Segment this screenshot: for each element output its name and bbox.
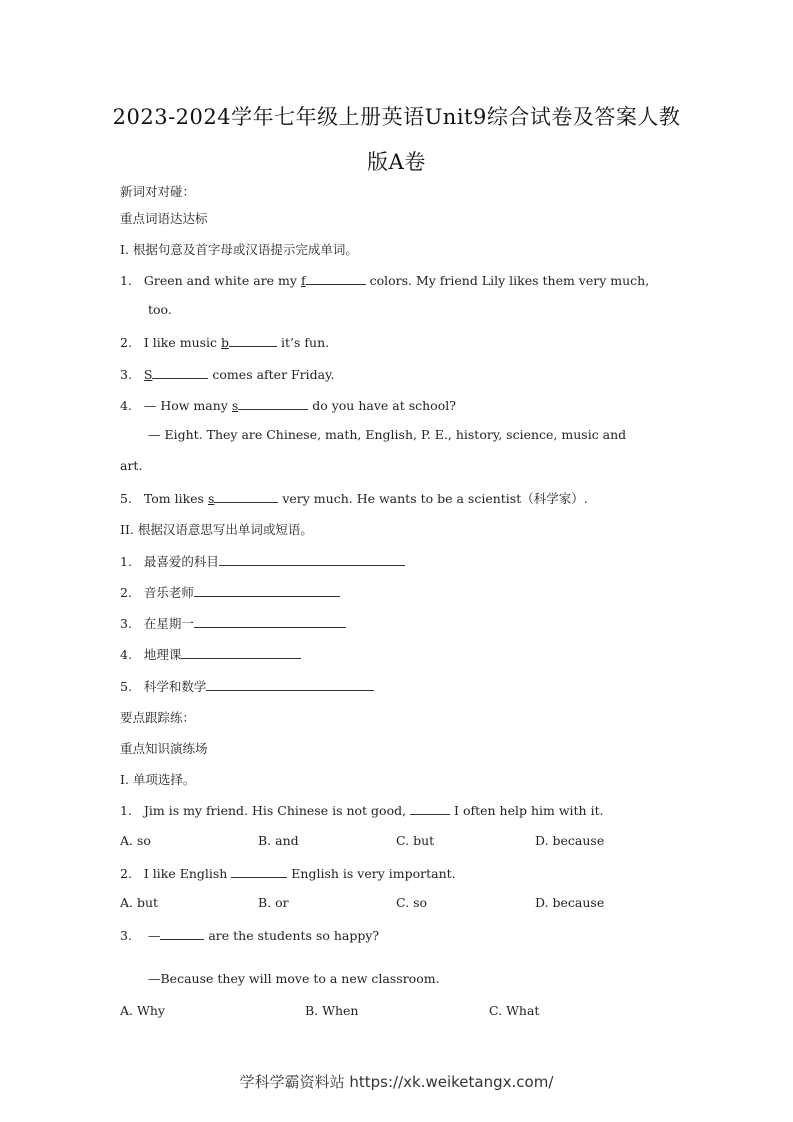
part1-question-4-answer-cont: art.: [120, 458, 143, 473]
mcq-question-2: [120, 864, 456, 881]
part1-question-4-answer: — Eight. They are Chinese, math, English, P. E., history, science, music and: [148, 427, 627, 442]
option-a[interactable]: A. but: [120, 895, 159, 910]
initial-letter: b: [221, 335, 230, 350]
part2-item-3: [120, 614, 346, 632]
question-number: 4.: [120, 398, 132, 413]
part1-question-1: [120, 271, 649, 288]
question-text: comes after Friday.: [208, 367, 335, 382]
mcq-question-1: [120, 801, 604, 818]
question-text: very much. He wants to be a scientist（科学家）.: [278, 491, 588, 506]
option-a[interactable]: A. so: [120, 833, 151, 848]
answer-blank[interactable]: [194, 614, 346, 628]
answer-blank[interactable]: [219, 552, 405, 566]
question-number: 2.: [120, 335, 132, 350]
part2-item-5: [120, 677, 374, 695]
question-text: I often help him with it.: [450, 803, 604, 818]
question-text: 最喜爱的科目: [143, 554, 219, 569]
question-number: 1.: [120, 803, 132, 818]
initial-letter: s: [207, 491, 215, 506]
section-key-words: 重点词语达达标: [120, 211, 208, 226]
question-text: English is very important.: [287, 866, 456, 881]
answer-blank[interactable]: [238, 396, 308, 410]
doc-title-line-2: 版A卷: [367, 150, 426, 174]
question-number: 3.: [120, 616, 132, 631]
question-number: 5.: [120, 491, 132, 506]
answer-blank[interactable]: [231, 864, 287, 878]
question-text: I like music: [143, 335, 222, 350]
mcq-question-3-answer: —Because they will move to a new classroom.: [148, 971, 440, 986]
question-number: 4.: [120, 647, 132, 662]
part3-heading: I. 单项选择。: [120, 772, 196, 787]
question-text: 在星期一: [143, 616, 194, 631]
question-text: 科学和数学: [143, 679, 207, 694]
question-text: 地理课: [143, 647, 182, 662]
question-text: do you have at school?: [308, 398, 456, 413]
question-number: 1.: [120, 273, 132, 288]
option-c[interactable]: C. but: [396, 833, 435, 848]
option-b[interactable]: B. and: [258, 833, 299, 848]
option-b[interactable]: B. or: [258, 895, 289, 910]
option-b[interactable]: B. When: [305, 1003, 359, 1018]
footer-watermark: 学科学霸资料站 https://xk.weiketangx.com/: [239, 1073, 554, 1091]
option-c[interactable]: C. What: [489, 1003, 540, 1018]
option-c[interactable]: C. so: [396, 895, 428, 910]
answer-blank[interactable]: [160, 926, 204, 940]
part1-question-2: [120, 333, 329, 350]
part2-item-4: [120, 645, 301, 663]
question-text: Green and white are my: [143, 273, 301, 288]
question-text: I like English: [143, 866, 232, 881]
answer-blank[interactable]: [229, 333, 277, 347]
initial-letter: S: [143, 367, 153, 382]
mcq-question-3: [120, 926, 379, 943]
question-number: 2.: [120, 585, 132, 600]
part1-heading: I. 根据句意及首字母或汉语提示完成单词。: [120, 242, 358, 257]
part2-item-1: [120, 552, 405, 570]
part1-question-5: [120, 489, 588, 507]
question-number: 2.: [120, 866, 132, 881]
answer-blank[interactable]: [194, 583, 340, 597]
question-number: 3.: [120, 928, 132, 943]
doc-title-line-1: 2023-2024学年七年级上册英语Unit9综合试卷及答案人教: [112, 105, 681, 129]
answer-blank[interactable]: [181, 645, 301, 659]
part1-question-4: [120, 396, 456, 413]
part2-item-2: [120, 583, 340, 601]
question-text: are the students so happy?: [204, 928, 380, 943]
part1-question-1-cont: too.: [148, 302, 172, 317]
option-d[interactable]: D. because: [535, 833, 605, 848]
initial-letter: f: [300, 273, 306, 288]
question-text: it’s fun.: [277, 335, 330, 350]
question-text: Jim is my friend. His Chinese is not good,: [143, 803, 411, 818]
answer-blank[interactable]: [214, 489, 278, 503]
section-new-words: 新词对对碰：: [120, 184, 196, 199]
question-number: 3.: [120, 367, 132, 382]
question-text: — How many: [143, 398, 232, 413]
question-text: colors. My friend Lily likes them very much,: [365, 273, 650, 288]
question-text: Tom likes: [143, 491, 208, 506]
answer-blank[interactable]: [206, 677, 374, 691]
question-text: 音乐老师: [143, 585, 194, 600]
answer-blank[interactable]: [306, 271, 366, 285]
part2-heading: II. 根据汉语意思写出单词或短语。: [120, 522, 313, 537]
question-number: 1.: [120, 554, 132, 569]
option-d[interactable]: D. because: [535, 895, 605, 910]
option-a[interactable]: A. Why: [120, 1003, 165, 1018]
section-drill: 重点知识演练场: [120, 741, 208, 756]
initial-letter: s: [231, 398, 239, 413]
question-text: —: [147, 928, 161, 943]
answer-blank[interactable]: [152, 365, 208, 379]
question-number: 5.: [120, 679, 132, 694]
part1-question-3: [120, 365, 335, 382]
section-key-points: 要点跟踪练：: [120, 710, 196, 725]
answer-blank[interactable]: [410, 801, 450, 815]
